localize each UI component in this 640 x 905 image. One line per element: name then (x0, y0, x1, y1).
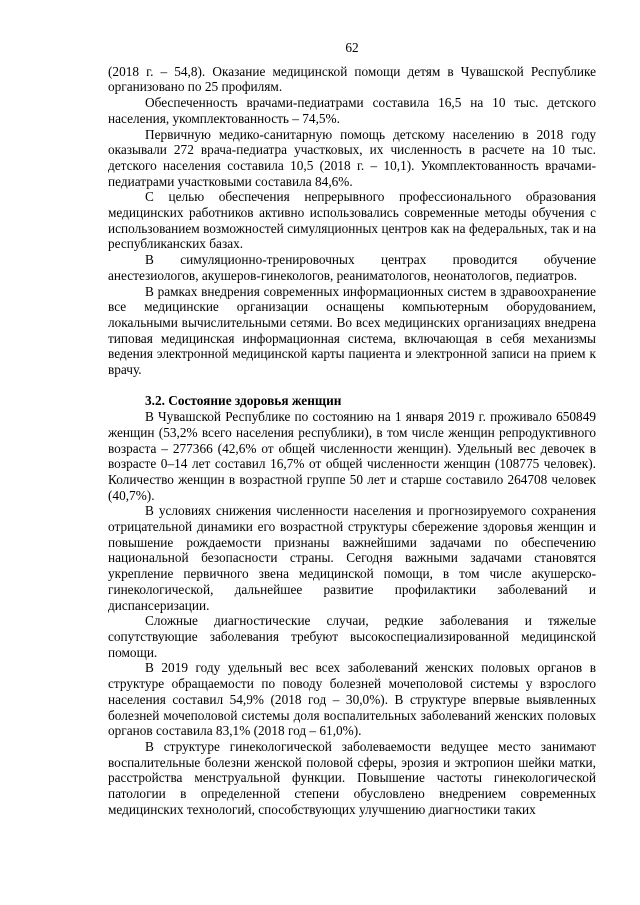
paragraph: В Чувашской Республике по состоянию на 1 января 2019 г. проживало 650849 женщин (53,2% всего населения республики), в том числе женщин репродуктивного возраста – 277366 (42,6% от общей численности женщин). Удельный вес девочек в возрасте 0–14 лет составил 16,7% от общей численности женщин (108775 человек). Количество женщин в возрастной группе 50 лет и старше составило 264708 человек (40,7%). (108, 409, 596, 503)
document-page (108, 40, 596, 817)
paragraph: В симуляционно-тренировочных центрах проводится обучение анестезиологов, акушеров-гинекологов, реаниматологов, неонатологов, педиатров. (108, 252, 596, 283)
section-heading: 3.2. Состояние здоровья женщин (145, 393, 342, 409)
paragraph: В условиях снижения численности населения и прогнозируемого сохранения отрицательной динамики его возрастной структуры сбережение здоровья женщин и повышение рождаемости признаны важнейшими задачами по обеспечению национальной безопасности страны. Сегодня важными задачами становятся укрепление первичного звена медицинской помощи, в том числе акушерско-гинекологической, дальнейшее развитие профилактики заболеваний и диспансеризации. (108, 503, 596, 613)
paragraph: В структуре гинекологической заболеваемости ведущее место занимают воспалительные болезни женской половой сферы, эрозия и эктропион шейки матки, расстройства менструальной функции. Повышение частоты гинекологической патологии в определенной степени обусловлено внедрением современных медицинских технологий, способствующих улучшению диагностики таких (108, 738, 596, 817)
paragraph: С целью обеспечения непрерывного профессионального образования медицинских работников активно использовались современные методы обучения с использованием возможностей симуляционных центров как на федеральных, так и на республиканских базах. (108, 189, 596, 252)
paragraph: Первичную медико-санитарную помощь детскому населению в 2018 году оказывали 272 врача-педиатра участковых, их численность в расчете на 10 тыс. детского населения составила 10,5 (2018 г. – 10,1). Укомплектованность врачами-педиатрами участковыми составила 84,6%. (108, 126, 596, 189)
paragraph: В рамках внедрения современных информационных систем в здравоохранение все медицинские организации оснащены компьютерным оборудованием, локальными вычислительными сетями. Во всех медицинских организациях внедрена типовая медицинская информационная система, включающая в себя механизмы ведения электронной медицинской карты пациента и электронной записи на прием к врачу. (108, 283, 596, 378)
paragraphs-after (108, 409, 596, 817)
paragraphs-before (108, 64, 596, 378)
paragraph: В 2019 году удельный вес всех заболеваний женских половых органов в структуре обращаемости по поводу болезней мочеполовой системы у взрослого населения составил 54,9% (2018 год – 30,0%). В структуре впервые выявленных болезней мочеполовой системы доля воспалительных заболеваний женских половых органов составила 83,1% (2018 год – 61,0%). (108, 660, 596, 739)
paragraph: (2018 г. – 54,8). Оказание медицинской помощи детям в Чувашской Республике организовано по 25 профилям. (108, 63, 596, 95)
paragraph: Обеспеченность врачами-педиатрами составила 16,5 на 10 тыс. детского населения, укомплектованность – 74,5%. (108, 95, 596, 126)
paragraph: Сложные диагностические случаи, редкие заболевания и тяжелые сопутствующие заболевания требуют высокоспециализированной медицинской помощи. (108, 613, 596, 660)
page-number: 62 (345, 40, 359, 55)
